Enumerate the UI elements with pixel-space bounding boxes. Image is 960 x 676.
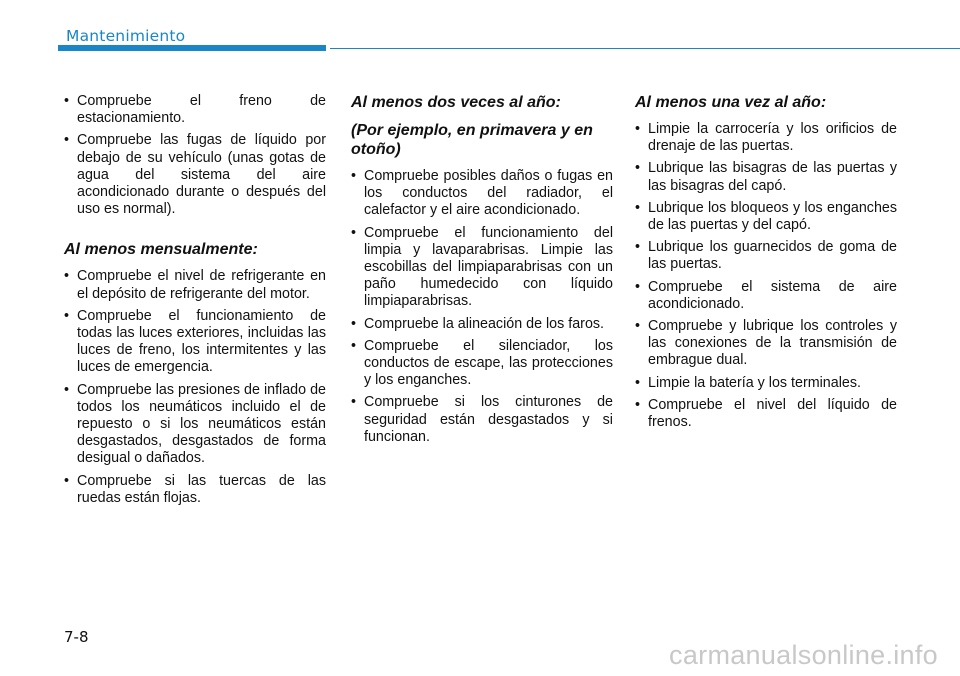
list-item: • Compruebe el sistema de aire acondicionado. bbox=[635, 279, 897, 313]
list-item: • Limpie la batería y los terminales. bbox=[635, 375, 897, 392]
section-title: Mantenimiento bbox=[66, 27, 186, 45]
heading-yearly: Al menos una vez al año: bbox=[635, 94, 827, 111]
list-item: • Compruebe el nivel de refrigerante en el depósito de refrigerante del motor. bbox=[64, 268, 326, 302]
header-rule bbox=[330, 48, 960, 50]
twice-yearly-checklist bbox=[351, 168, 613, 446]
heading-twice-yearly: Al menos dos veces al año: bbox=[351, 94, 561, 111]
page-number: 7-8 bbox=[64, 628, 89, 646]
list-item: • Compruebe las fugas de líquido por debajo de su vehículo (unas gotas de agua del sistema del aire acondicionado durante o después del uso es normal). bbox=[64, 132, 326, 218]
list-item: • Lubrique las bisagras de las puertas y las bisagras del capó. bbox=[635, 160, 897, 194]
list-item: • Compruebe si los cinturones de seguridad están desgastados y si funcionan. bbox=[351, 394, 613, 446]
list-item: • Compruebe la alineación de los faros. bbox=[351, 316, 613, 333]
list-item: • Compruebe posibles daños o fugas en los conductos del radiador, el calefactor y el aire acondicionado. bbox=[351, 168, 613, 220]
intro-checklist bbox=[64, 93, 326, 218]
list-item: • Compruebe el silenciador, los conductos de escape, las protecciones y los enganches. bbox=[351, 338, 613, 390]
list-item: • Compruebe las presiones de inflado de todos los neumáticos incluido el de repuesto o si los neumáticos están desgastados, desgastados de forma desigual o dañados. bbox=[64, 382, 326, 468]
list-item: • Limpie la carrocería y los orificios de drenaje de las puertas. bbox=[635, 121, 897, 155]
list-item: • Compruebe el nivel del líquido de frenos. bbox=[635, 397, 897, 431]
subheading-twice-yearly: (Por ejemplo, en primavera y en otoño) bbox=[351, 122, 593, 158]
yearly-checklist bbox=[635, 121, 897, 431]
list-item: • Compruebe si las tuercas de las ruedas están flojas. bbox=[64, 473, 326, 507]
list-item: • Lubrique los bloqueos y los enganches de las puertas y del capó. bbox=[635, 200, 897, 234]
list-item: • Compruebe el funcionamiento del limpia y lavaparabrisas. Limpie las escobillas del limpiaparabrisas con un paño humedecido con líquido limpiaparabrisas. bbox=[351, 225, 613, 311]
list-item: • Lubrique los guarnecidos de goma de las puertas. bbox=[635, 239, 897, 273]
list-item: • Compruebe y lubrique los controles y las conexiones de la transmisión de embrague dual. bbox=[635, 318, 897, 370]
column-3 bbox=[635, 93, 897, 436]
watermark-text: carmanualsonline.info bbox=[669, 640, 938, 670]
heading-monthly: Al menos mensualmente: bbox=[64, 241, 258, 259]
monthly-checklist bbox=[64, 268, 326, 507]
column-2 bbox=[351, 93, 613, 451]
list-item: • Compruebe el freno de estacionamiento. bbox=[64, 93, 326, 127]
list-item: • Compruebe el funcionamiento de todas las luces exteriores, incluidas las luces de freno, los intermitentes y las luces de emergencia. bbox=[64, 308, 326, 377]
header-accent-bar bbox=[58, 45, 326, 51]
column-1 bbox=[64, 93, 326, 512]
